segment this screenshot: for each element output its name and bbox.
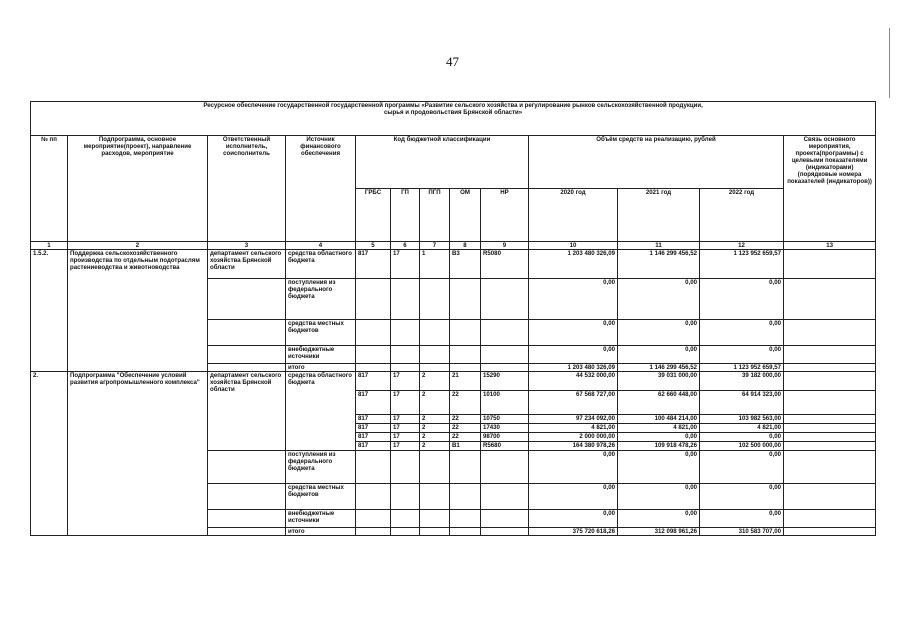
source-cell: средства местных бюджетов	[286, 320, 356, 346]
pgp-cell: 2	[420, 391, 450, 415]
om-cell: 22	[450, 433, 481, 442]
om-cell: 22	[450, 424, 481, 433]
np-cell	[481, 528, 529, 536]
value-2022: 103 982 563,00	[700, 415, 784, 424]
value-2022: 0,00	[700, 510, 784, 528]
block1-number: 1.5.2.	[31, 250, 68, 372]
value-2020: 4 821,00	[529, 424, 618, 433]
value-2021: 0,00	[618, 510, 700, 528]
executor-cell	[208, 451, 286, 484]
pgp-cell	[420, 346, 450, 364]
block2-executor: департамент сельского хозяйства Брянской области	[208, 372, 286, 451]
om-cell	[450, 528, 481, 536]
grbs-cell	[356, 364, 391, 372]
source-cell: внебюджетные источники	[286, 510, 356, 528]
value-2022: 0,00	[700, 484, 784, 510]
np-cell: 17430	[481, 424, 529, 433]
value-2021: 0,00	[618, 279, 700, 320]
value-2021: 0,00	[618, 346, 700, 364]
om-cell	[450, 346, 481, 364]
grbs-cell	[356, 451, 391, 484]
gp-cell: 17	[391, 250, 420, 279]
value-2020: 97 234 092,00	[529, 415, 618, 424]
grbs-cell	[356, 346, 391, 364]
header-2022: 2022 год	[700, 189, 784, 242]
value-2022: 102 500 000,00	[700, 442, 784, 451]
col-index: 1	[31, 242, 68, 250]
total-2021: 1 146 299 456,52	[618, 364, 700, 372]
source-cell: поступления из федерального бюджета	[286, 451, 356, 484]
link-cell	[784, 415, 876, 424]
grbs-cell	[356, 279, 391, 320]
total-2020: 1 203 480 326,09	[529, 364, 618, 372]
table-title	[31, 102, 876, 136]
np-cell	[481, 510, 529, 528]
header-om: ОМ	[450, 189, 481, 242]
om-cell: В3	[450, 250, 481, 279]
om-cell	[450, 484, 481, 510]
grbs-cell: 817	[356, 372, 391, 391]
link-cell	[784, 372, 876, 391]
grbs-cell: 817	[356, 433, 391, 442]
pgp-cell	[420, 320, 450, 346]
pgp-cell	[420, 510, 450, 528]
value-2020: 0,00	[529, 279, 618, 320]
pgp-cell: 1	[420, 250, 450, 279]
executor-cell	[208, 528, 286, 536]
source-cell: средства областного бюджета	[286, 250, 356, 279]
value-2020: 164 380 978,26	[529, 442, 618, 451]
link-cell	[784, 364, 876, 372]
np-cell: R5680	[481, 442, 529, 451]
header-link: Связь основного мероприятия, проекта(программы) с целевыми показателями (индикаторами) (порядковые номера показателей (индикаторов))	[784, 136, 876, 242]
header-grbs: ГРБС	[356, 189, 391, 242]
block2-number: 2.	[31, 372, 68, 536]
resource-grid	[30, 101, 876, 536]
source-cell: поступления из федерального бюджета	[286, 279, 356, 320]
gp-cell: 17	[391, 424, 420, 433]
pgp-cell	[420, 279, 450, 320]
pgp-cell	[420, 528, 450, 536]
link-cell	[784, 320, 876, 346]
om-cell	[450, 279, 481, 320]
value-2021: 0,00	[618, 433, 700, 442]
total-2020: 375 720 618,26	[529, 528, 618, 536]
block2-name: Подпрограмма "Обеспечение условий развития агропромышленного комплекса"	[68, 372, 208, 536]
value-2021: 1 146 299 456,52	[618, 250, 700, 279]
om-cell: 21	[450, 372, 481, 391]
value-2021: 109 918 478,26	[618, 442, 700, 451]
np-cell: 10750	[481, 415, 529, 424]
value-2020: 0,00	[529, 346, 618, 364]
col-index: 11	[618, 242, 700, 250]
pgp-cell: 2	[420, 372, 450, 391]
value-2021: 39 031 000,00	[618, 372, 700, 391]
link-cell	[784, 346, 876, 364]
col-index: 10	[529, 242, 618, 250]
header-2020: 2020 год	[529, 189, 618, 242]
block2-regional-source: средства областного бюджета	[286, 372, 356, 451]
link-cell	[784, 528, 876, 536]
pgp-cell: 2	[420, 442, 450, 451]
value-2021: 0,00	[618, 320, 700, 346]
value-2021: 4 821,00	[618, 424, 700, 433]
source-cell: средства местных бюджетов	[286, 484, 356, 510]
grbs-cell	[356, 510, 391, 528]
value-2022: 0,00	[700, 433, 784, 442]
value-2022: 0,00	[700, 320, 784, 346]
gp-cell: 17	[391, 433, 420, 442]
col-index: 8	[450, 242, 481, 250]
value-2021: 0,00	[618, 451, 700, 484]
grbs-cell	[356, 484, 391, 510]
np-cell	[481, 364, 529, 372]
header-no: № пп	[31, 136, 68, 242]
col-index: 3	[208, 242, 286, 250]
value-2022: 1 123 952 659,57	[700, 250, 784, 279]
om-cell	[450, 510, 481, 528]
value-2022: 0,00	[700, 279, 784, 320]
grbs-cell	[356, 528, 391, 536]
source-cell: итого	[286, 528, 356, 536]
col-index: 9	[481, 242, 529, 250]
link-cell	[784, 451, 876, 484]
value-2020: 0,00	[529, 320, 618, 346]
value-2020: 44 532 000,00	[529, 372, 618, 391]
col-index: 5	[356, 242, 391, 250]
om-cell: 22	[450, 391, 481, 415]
title-row	[31, 102, 876, 136]
col-index: 12	[700, 242, 784, 250]
np-cell: 10100	[481, 391, 529, 415]
gp-cell	[391, 451, 420, 484]
gp-cell	[391, 320, 420, 346]
value-2022: 0,00	[700, 346, 784, 364]
header-source: Источник финансового обеспечения	[286, 136, 356, 242]
gp-cell: 17	[391, 415, 420, 424]
gp-cell: 17	[391, 442, 420, 451]
grbs-cell	[356, 320, 391, 346]
total-2021: 312 098 961,26	[618, 528, 700, 536]
link-cell	[784, 484, 876, 510]
link-cell	[784, 510, 876, 528]
executor-cell	[208, 484, 286, 510]
pgp-cell: 2	[420, 424, 450, 433]
table-row	[31, 372, 876, 391]
gp-cell	[391, 484, 420, 510]
col-index: 4	[286, 242, 356, 250]
resource-table	[30, 101, 876, 536]
header-budget-code: Код бюджетной классификации	[356, 136, 529, 189]
value-2022: 4 821,00	[700, 424, 784, 433]
grbs-cell: 817	[356, 424, 391, 433]
om-cell: 22	[450, 415, 481, 424]
col-index: 2	[68, 242, 208, 250]
grbs-cell: 817	[356, 415, 391, 424]
link-cell	[784, 391, 876, 415]
om-cell	[450, 320, 481, 346]
header-name: Подпрограмма, основное мероприятие(проект), направление расходов, мероприятие	[68, 136, 208, 242]
source-cell: внебюджетные источники	[286, 346, 356, 364]
page-number: 47	[446, 54, 459, 69]
gp-cell	[391, 279, 420, 320]
link-cell	[784, 279, 876, 320]
column-index-row	[31, 242, 876, 250]
header-volume: Объём средств на реализацию, рублей	[529, 136, 784, 189]
source-cell: итого	[286, 364, 356, 372]
value-2021: 0,00	[618, 484, 700, 510]
grbs-cell: 817	[356, 391, 391, 415]
link-cell	[784, 250, 876, 279]
om-cell	[450, 451, 481, 484]
col-index: 13	[784, 242, 876, 250]
block1-executor: департамент сельского хозяйства Брянской области	[208, 250, 286, 279]
executor-cell	[208, 510, 286, 528]
grbs-cell: 817	[356, 442, 391, 451]
pgp-cell: 2	[420, 415, 450, 424]
value-2020: 1 203 480 326,09	[529, 250, 618, 279]
header-2021: 2021 год	[618, 189, 700, 242]
col-index: 7	[420, 242, 450, 250]
gp-cell: 17	[391, 391, 420, 415]
np-cell: 15290	[481, 372, 529, 391]
header-np: НР	[481, 189, 529, 242]
om-cell	[450, 364, 481, 372]
pgp-cell	[420, 484, 450, 510]
value-2022: 64 914 323,00	[700, 391, 784, 415]
gp-cell	[391, 510, 420, 528]
value-2021: 100 484 214,00	[618, 415, 700, 424]
table-row	[31, 250, 876, 279]
grbs-cell: 817	[356, 250, 391, 279]
value-2020: 67 568 727,00	[529, 391, 618, 415]
gp-cell	[391, 364, 420, 372]
pgp-cell: 2	[420, 433, 450, 442]
header-row-1	[31, 136, 876, 189]
executor-cell	[208, 364, 286, 372]
gp-cell	[391, 528, 420, 536]
np-cell	[481, 451, 529, 484]
value-2020: 0,00	[529, 484, 618, 510]
executor-cell	[208, 320, 286, 346]
value-2020: 2 000 000,00	[529, 433, 618, 442]
header-pgp: ПГП	[420, 189, 450, 242]
np-cell	[481, 346, 529, 364]
np-cell: R5080	[481, 250, 529, 279]
pgp-cell	[420, 451, 450, 484]
title-line-2: сырья и продовольствия Брянской области»	[383, 109, 523, 116]
link-cell	[784, 424, 876, 433]
header-gp: ГП	[391, 189, 420, 242]
value-2020: 0,00	[529, 510, 618, 528]
value-2022: 0,00	[700, 451, 784, 484]
value-2020: 0,00	[529, 451, 618, 484]
om-cell: В1	[450, 442, 481, 451]
scan-edge-mark	[889, 28, 890, 98]
value-2021: 62 660 448,00	[618, 391, 700, 415]
np-cell	[481, 484, 529, 510]
total-2022: 1 123 952 659,57	[700, 364, 784, 372]
block1-name: Поддержка сельскохозяйственного производства по отдельным подотраслям растениеводства и животноводства	[68, 250, 208, 372]
gp-cell: 17	[391, 372, 420, 391]
executor-cell	[208, 279, 286, 320]
link-cell	[784, 433, 876, 442]
np-cell	[481, 279, 529, 320]
np-cell: 98700	[481, 433, 529, 442]
gp-cell	[391, 346, 420, 364]
executor-cell	[208, 346, 286, 364]
header-executor: Ответственный исполнитель, соисполнитель	[208, 136, 286, 242]
title-line-1: Ресурсное обеспечение государственной государственной программы «Развитие сельского хозяйства и регулирование рынков сельскохозяйственной продукции,	[203, 102, 703, 109]
link-cell	[784, 442, 876, 451]
pgp-cell	[420, 364, 450, 372]
np-cell	[481, 320, 529, 346]
total-2022: 310 583 707,00	[700, 528, 784, 536]
col-index: 6	[391, 242, 420, 250]
value-2022: 39 182 000,00	[700, 372, 784, 391]
